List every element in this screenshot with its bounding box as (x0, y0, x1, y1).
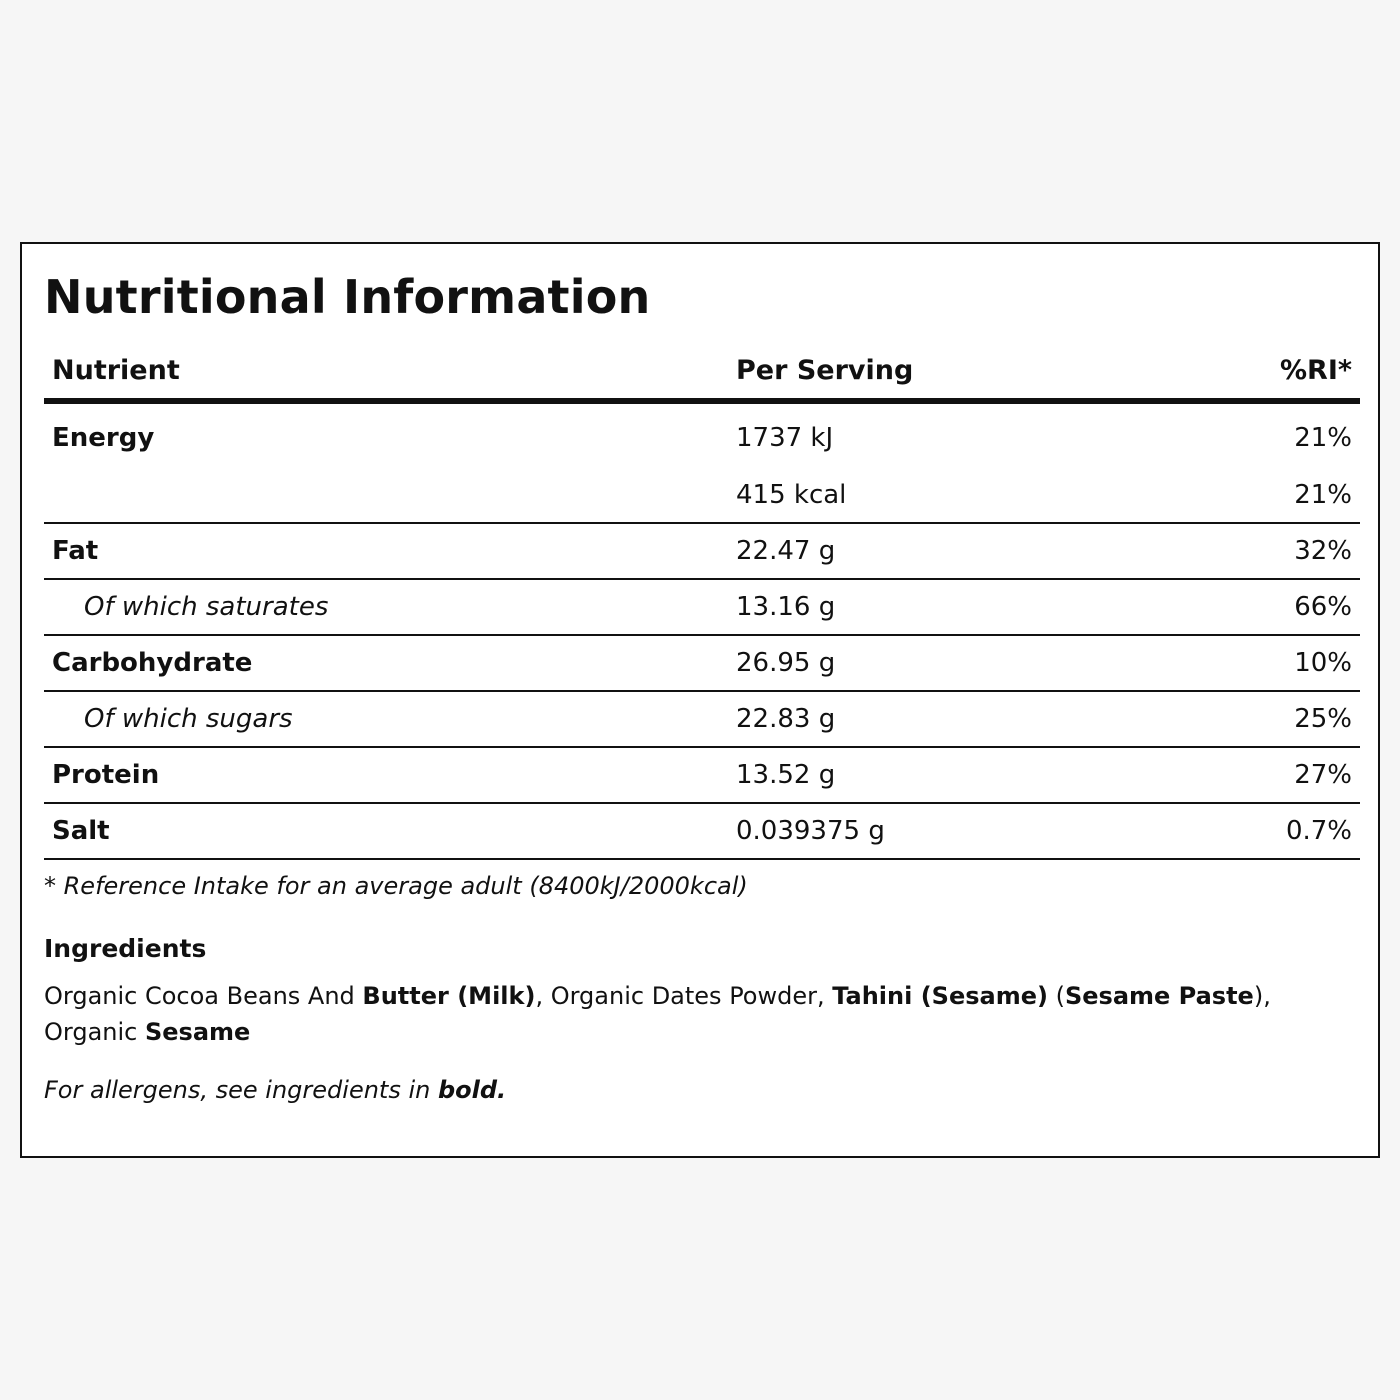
header-nutrient: Nutrient (44, 342, 728, 401)
table-row (44, 468, 1360, 523)
nutrient-value: 22.83 g (728, 691, 1188, 747)
table-row (44, 579, 1360, 635)
table-row (44, 401, 1360, 468)
ingredient-allergen: Tahini (Sesame) (832, 982, 1048, 1010)
nutrient-value: 26.95 g (728, 635, 1188, 691)
ingredient-part: ), Organic (44, 982, 1271, 1046)
nutrient-ri: 0.7% (1188, 803, 1360, 859)
ingredient-part: , Organic Dates Powder, (535, 982, 833, 1010)
ingredients-text (44, 978, 1354, 1050)
ingredients-heading: Ingredients (44, 934, 207, 963)
header-per-serving: Per Serving (728, 342, 1188, 401)
table-row (44, 691, 1360, 747)
nutrition-table (44, 342, 1360, 860)
nutrient-ri: 10% (1188, 635, 1360, 691)
nutrient-ri: 25% (1188, 691, 1360, 747)
page-title: Nutritional Information (44, 270, 651, 324)
reference-intake-footnote: * Reference Intake for an average adult (8400kJ/2000kcal) (44, 872, 748, 900)
nutrient-name: Salt (44, 803, 728, 859)
nutrient-ri: 21% (1294, 423, 1352, 453)
ingredient-allergen: Butter (Milk) (362, 982, 536, 1010)
nutrient-name: Carbohydrate (44, 635, 728, 691)
allergen-note-emphasis: bold. (437, 1076, 507, 1104)
header-ri: %RI* (1188, 342, 1360, 401)
nutrient-name: Of which saturates (44, 579, 728, 635)
table-header-row (44, 342, 1360, 401)
nutrient-name (44, 468, 728, 523)
ingredient-part: Organic Cocoa Beans And (44, 982, 363, 1010)
nutrient-name: Fat (44, 523, 728, 579)
table-row (44, 523, 1360, 579)
ingredient-allergen: Sesame Paste (1064, 982, 1254, 1010)
nutrient-name: Protein (44, 747, 728, 803)
allergen-note-text: For allergens, see ingredients in (44, 1076, 438, 1104)
nutrient-ri: 32% (1188, 523, 1360, 579)
nutrient-name: Energy (52, 423, 155, 453)
table-row (44, 747, 1360, 803)
table-row (44, 635, 1360, 691)
nutrient-value: 22.47 g (728, 523, 1188, 579)
nutrient-ri: 21% (1188, 468, 1360, 523)
nutrient-value: 0.039375 g (728, 803, 1188, 859)
table-row (44, 803, 1360, 859)
nutrient-ri: 66% (1188, 579, 1360, 635)
nutrition-panel (20, 242, 1380, 1158)
nutrient-ri: 27% (1188, 747, 1360, 803)
nutrient-value: 1737 kJ (736, 423, 834, 453)
nutrient-value: 13.52 g (728, 747, 1188, 803)
ingredient-allergen: Sesame (144, 1018, 251, 1046)
allergen-note (44, 1076, 506, 1104)
nutrient-value: 13.16 g (728, 579, 1188, 635)
ingredient-part: ( (1047, 982, 1065, 1010)
nutrient-value: 415 kcal (728, 468, 1188, 523)
nutrient-name: Of which sugars (44, 691, 728, 747)
